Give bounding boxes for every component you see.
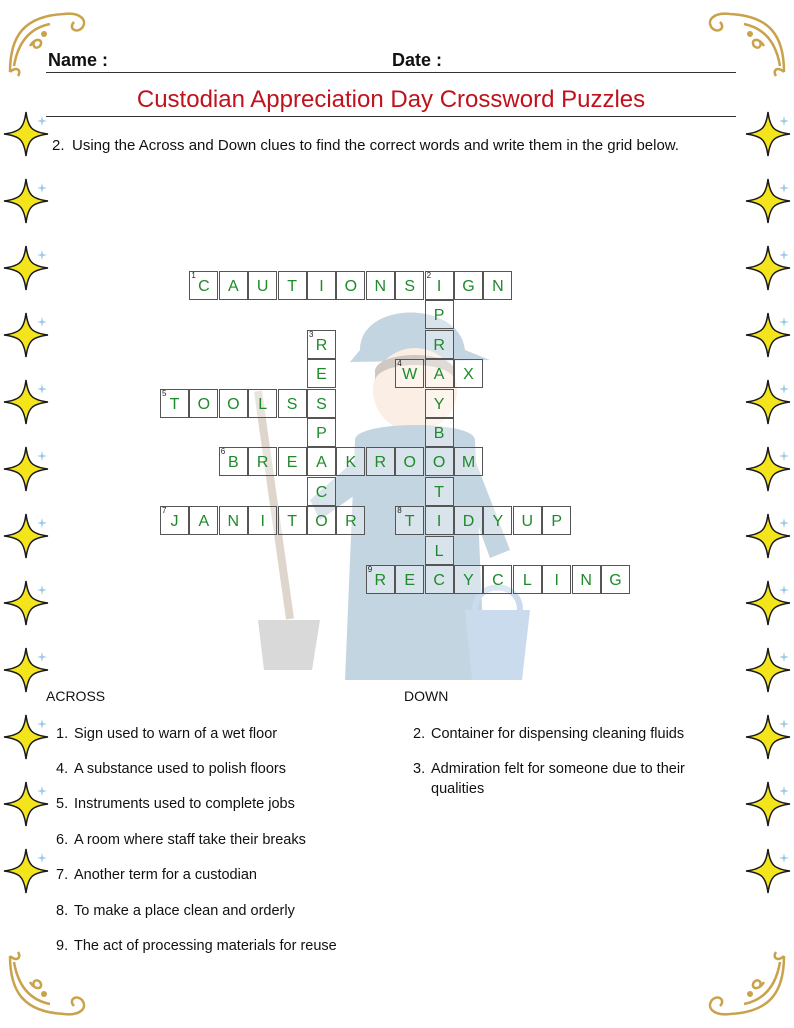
- crossword-cell[interactable]: M: [454, 447, 483, 476]
- across-clue: [56, 865, 386, 885]
- crossword-cell[interactable]: B: [219, 447, 248, 476]
- crossword-cell[interactable]: R: [425, 330, 454, 359]
- clue-text: Instruments used to complete jobs: [74, 796, 295, 812]
- clue-number: 6.: [56, 832, 69, 848]
- clue-text: A room where staff take their breaks: [74, 832, 306, 848]
- crossword-cell[interactable]: O: [336, 271, 365, 300]
- instructions-text: Using the Across and Down clues to find the correct words and write them in the grid below.: [72, 137, 679, 154]
- crossword-cell[interactable]: A: [307, 447, 336, 476]
- crossword-cell[interactable]: I: [425, 271, 454, 300]
- crossword-cell[interactable]: T: [425, 477, 454, 506]
- crossword-cell[interactable]: C: [189, 271, 218, 300]
- crossword-cell[interactable]: E: [307, 359, 336, 388]
- crossword-cell[interactable]: Y: [425, 389, 454, 418]
- crossword-cell[interactable]: L: [513, 565, 542, 594]
- crossword-cell[interactable]: A: [189, 506, 218, 535]
- crossword-cell[interactable]: S: [307, 389, 336, 418]
- crossword-cell[interactable]: E: [278, 447, 307, 476]
- crossword-cell[interactable]: C: [483, 565, 512, 594]
- crossword-cell[interactable]: L: [425, 536, 454, 565]
- clue-number: 8.: [56, 903, 69, 919]
- across-clue: [56, 830, 386, 850]
- crossword-cell[interactable]: R: [366, 565, 395, 594]
- across-clue: [56, 901, 386, 921]
- crossword-cell[interactable]: I: [248, 506, 277, 535]
- clue-text: A substance used to polish floors: [74, 761, 286, 777]
- down-clue: [413, 759, 713, 799]
- crossword-cell[interactable]: T: [278, 271, 307, 300]
- crossword-cell[interactable]: L: [248, 389, 277, 418]
- crossword-cell[interactable]: X: [454, 359, 483, 388]
- crossword-cell[interactable]: N: [572, 565, 601, 594]
- crossword-cell[interactable]: I: [425, 506, 454, 535]
- crossword-cell[interactable]: U: [513, 506, 542, 535]
- crossword-cell[interactable]: J: [160, 506, 189, 535]
- crossword-cell[interactable]: G: [454, 271, 483, 300]
- clue-number: 9.: [56, 938, 69, 954]
- crossword-cell[interactable]: R: [336, 506, 365, 535]
- crossword-cell[interactable]: K: [336, 447, 365, 476]
- crossword-cell[interactable]: Y: [454, 565, 483, 594]
- clue-text: Another term for a custodian: [74, 867, 257, 883]
- across-clue: [56, 936, 386, 956]
- crossword-cell[interactable]: U: [248, 271, 277, 300]
- across-heading: ACROSS: [46, 688, 106, 704]
- cell-number: 5: [162, 388, 167, 398]
- down-clue: [413, 724, 723, 744]
- cell-number: 8: [397, 506, 402, 516]
- crossword-cell[interactable]: A: [219, 271, 248, 300]
- crossword-cell[interactable]: C: [425, 565, 454, 594]
- across-clue: [56, 724, 386, 744]
- crossword-cell[interactable]: R: [366, 447, 395, 476]
- cell-number: 7: [162, 506, 167, 516]
- name-label: Name :: [48, 50, 109, 70]
- crossword-cell[interactable]: S: [278, 389, 307, 418]
- across-clue: [56, 794, 386, 814]
- cell-number: 2: [426, 271, 432, 280]
- crossword-cell[interactable]: P: [542, 506, 571, 535]
- cell-number: 4: [397, 359, 402, 369]
- clue-number: 7.: [56, 867, 69, 883]
- cell-number: 1: [191, 271, 196, 280]
- crossword-cell[interactable]: T: [160, 389, 189, 418]
- crossword-cell[interactable]: B: [425, 418, 454, 447]
- crossword-cell[interactable]: G: [601, 565, 630, 594]
- cell-number: 9: [367, 565, 373, 574]
- page-title: Custodian Appreciation Day Crossword Puzzles: [46, 86, 736, 117]
- crossword-cell[interactable]: O: [395, 447, 424, 476]
- crossword-cell[interactable]: P: [425, 300, 454, 329]
- crossword-cell[interactable]: P: [307, 418, 336, 447]
- crossword-cell[interactable]: O: [219, 389, 248, 418]
- clue-number: 1.: [56, 726, 69, 742]
- clue-text: The act of processing materials for reuse: [74, 938, 337, 954]
- crossword-cell[interactable]: O: [307, 506, 336, 535]
- crossword-cell[interactable]: T: [278, 506, 307, 535]
- crossword-cell[interactable]: I: [542, 565, 571, 594]
- date-label: Date :: [392, 50, 443, 70]
- clue-text: Container for dispensing cleaning fluids: [431, 726, 685, 742]
- cell-number: 6: [220, 447, 226, 457]
- crossword-cell[interactable]: T: [395, 506, 424, 535]
- clue-number: 2.: [413, 726, 426, 742]
- instructions-number: 2.: [52, 137, 65, 154]
- crossword-cell[interactable]: N: [483, 271, 512, 300]
- down-heading: DOWN: [404, 688, 449, 704]
- clue-number: 3.: [413, 761, 426, 777]
- crossword-cell[interactable]: I: [307, 271, 336, 300]
- crossword-cell[interactable]: O: [425, 447, 454, 476]
- crossword-cell[interactable]: R: [307, 330, 336, 359]
- crossword-cell[interactable]: R: [248, 447, 277, 476]
- clue-number: 5.: [56, 796, 69, 812]
- crossword-cell[interactable]: N: [219, 506, 248, 535]
- crossword-cell[interactable]: S: [395, 271, 424, 300]
- crossword-cell[interactable]: E: [395, 565, 424, 594]
- across-clue: [56, 759, 386, 779]
- cell-number: 3: [309, 329, 314, 339]
- crossword-cell[interactable]: N: [366, 271, 395, 300]
- clue-text: Admiration felt for someone due to their qualities: [431, 761, 685, 797]
- clue-number: 4.: [56, 761, 69, 777]
- clue-text: To make a place clean and orderly: [74, 903, 295, 919]
- crossword-cell[interactable]: D: [454, 506, 483, 535]
- crossword-cell[interactable]: O: [189, 389, 218, 418]
- crossword-cell[interactable]: A: [425, 359, 454, 388]
- clue-text: Sign used to warn of a wet floor: [74, 726, 278, 742]
- crossword-cell[interactable]: W: [395, 359, 424, 388]
- crossword-cell[interactable]: Y: [483, 506, 512, 535]
- crossword-cell[interactable]: C: [307, 477, 336, 506]
